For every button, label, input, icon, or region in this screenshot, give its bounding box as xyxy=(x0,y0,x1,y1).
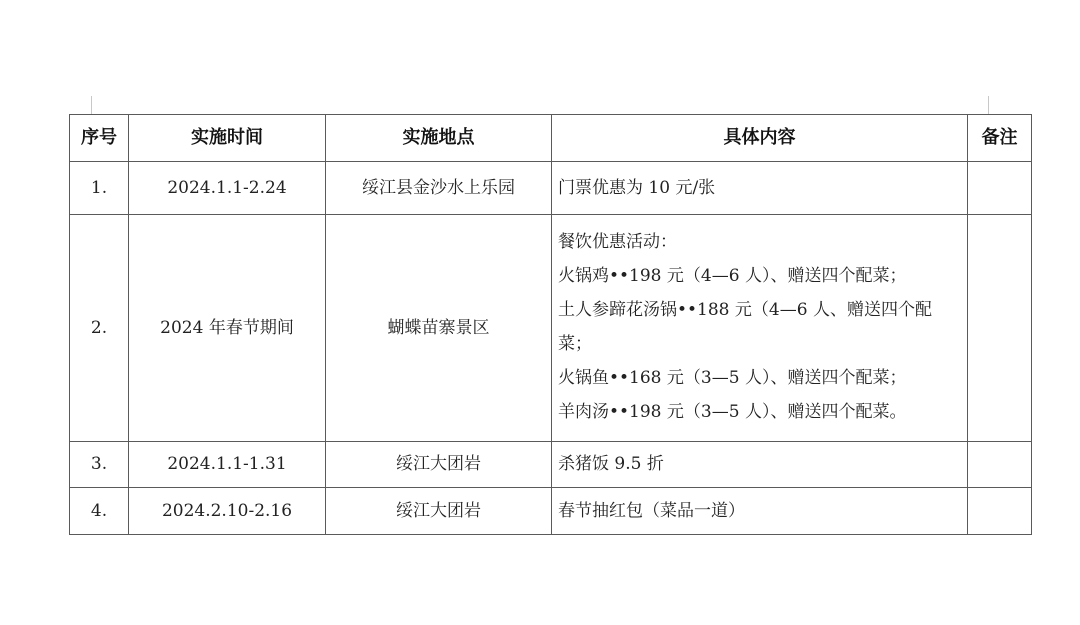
row-note xyxy=(968,488,1032,535)
row-no-text: 4 xyxy=(90,500,102,521)
content-line: 火锅鱼••168 元（3—5 人）、赠送四个配菜； xyxy=(558,368,907,388)
row-place: 蝴蝶苗寨景区 xyxy=(326,215,552,442)
header-content: 具体内容 xyxy=(552,115,968,162)
content-line: 羊肉汤••198 元（3—5 人）、赠送四个配菜。 xyxy=(558,402,907,422)
content-line: 火锅鸡••198 元（4—6 人）、赠送四个配菜； xyxy=(558,266,907,286)
row-no-text: 3 xyxy=(90,454,102,475)
row-content xyxy=(552,488,968,535)
row-no: 3. xyxy=(70,442,129,488)
row-note xyxy=(968,215,1032,442)
promotion-table xyxy=(69,114,1032,535)
table-row xyxy=(70,442,1032,488)
row-time: 2024 年春节期间 xyxy=(129,215,326,442)
header-place: 实施地点 xyxy=(326,115,552,162)
row-place: 绥江大团岩 xyxy=(326,488,552,535)
content-line: 餐饮优惠活动： xyxy=(558,232,677,252)
content-line: 门票优惠为 10 元/张 xyxy=(558,177,716,198)
table-row xyxy=(70,488,1032,535)
row-place: 绥江县金沙水上乐园 xyxy=(326,162,552,215)
row-no: 1. xyxy=(70,162,129,215)
row-time: 2024.2.10-2.16 xyxy=(129,488,326,535)
content-line: 土人参蹄花汤锅••188 元（4—6 人、赠送四个配菜； xyxy=(558,300,932,354)
crop-mark-right xyxy=(988,96,989,114)
row-no: 4. xyxy=(70,488,129,535)
row-time: 2024.1.1-1.31 xyxy=(129,442,326,488)
table-header-row xyxy=(70,115,1032,162)
content-line: 春节抽红包（菜品一道） xyxy=(558,500,745,521)
table-row xyxy=(70,162,1032,215)
row-place: 绥江大团岩 xyxy=(326,442,552,488)
crop-mark-left xyxy=(91,96,92,114)
row-note xyxy=(968,442,1032,488)
row-no-text: 2 xyxy=(90,317,102,338)
table-row xyxy=(70,215,1032,442)
row-no: 2. xyxy=(70,215,129,442)
header-time: 实施时间 xyxy=(129,115,326,162)
row-note xyxy=(968,162,1032,215)
header-no: 序号 xyxy=(70,115,129,162)
row-content xyxy=(552,215,968,442)
row-time: 2024.1.1-2.24 xyxy=(129,162,326,215)
content-line: 杀猪饭 9.5 折 xyxy=(558,454,664,475)
header-note: 备注 xyxy=(968,115,1032,162)
row-content xyxy=(552,442,968,488)
row-content xyxy=(552,162,968,215)
row-no-text: 1 xyxy=(90,177,102,198)
